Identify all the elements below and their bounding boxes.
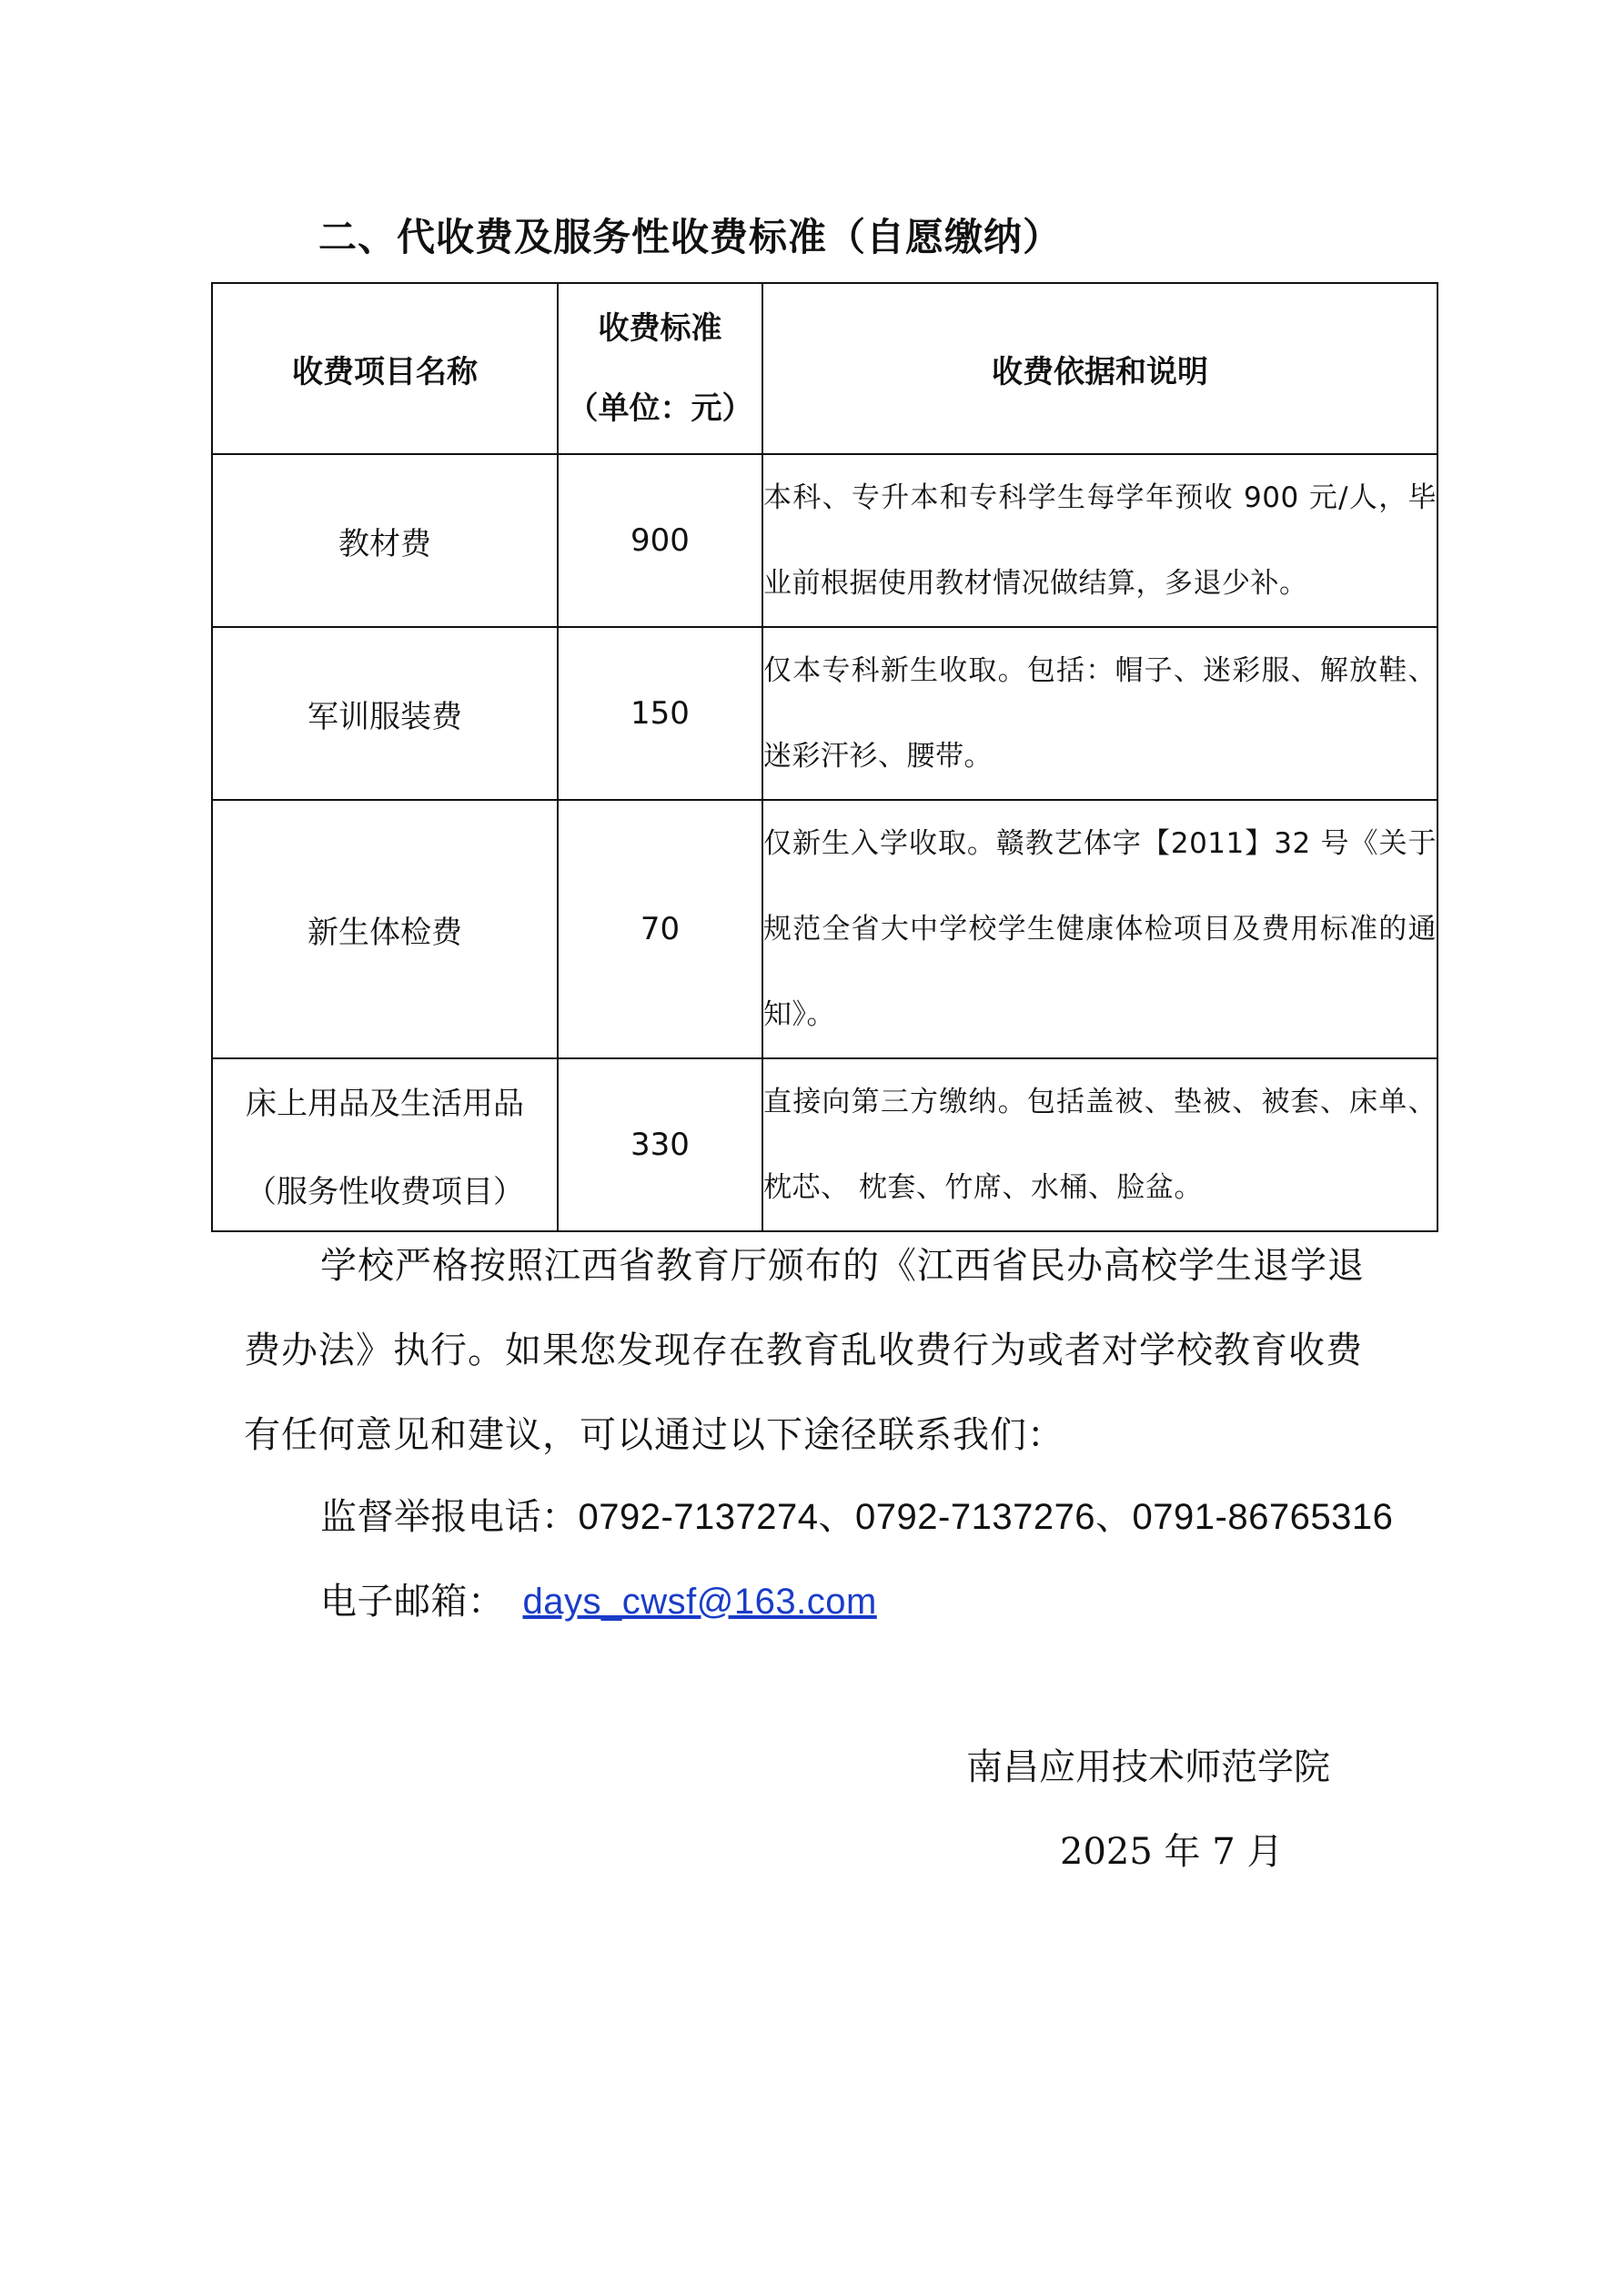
table-row (212, 1058, 1437, 1231)
row-item-name (212, 1058, 558, 1231)
phone-line (320, 1488, 1393, 1540)
row-item-name: 教材费 (212, 454, 558, 627)
row-amount: 150 (558, 627, 762, 800)
header-item-name: 收费项目名称 (212, 283, 558, 454)
phone-numbers: 0792-7137274、0792-7137276、0791-86765316 (578, 1497, 1394, 1537)
header-standard-line1: 收费标准 (598, 310, 722, 347)
row-item-name: 军训服装费 (212, 627, 558, 800)
header-basis: 收费依据和说明 (762, 283, 1437, 454)
email-link[interactable]: days_cwsf@163.com (522, 1582, 877, 1622)
row-description: 仅新生入学收取。赣教艺体字【2011】32 号《关于规范全省大中学校学生健康体检项目及费用标准的通知》。 (762, 800, 1437, 1058)
row-item-name-line2: （服务性收费项目） (246, 1174, 524, 1210)
signature-org: 南昌应用技术师范学院 (966, 1746, 1330, 1788)
signature-date: 2025 年 7 月 (1060, 1831, 1284, 1873)
phone-label: 监督举报电话： (320, 1496, 579, 1538)
row-item-name-line1: 床上用品及生活用品 (246, 1086, 524, 1122)
table-row (212, 454, 1437, 627)
row-item-name: 新生体检费 (212, 800, 558, 1058)
email-line (320, 1573, 877, 1624)
email-label: 电子邮箱： (320, 1581, 505, 1623)
table-row (212, 627, 1437, 800)
row-amount: 330 (558, 1058, 762, 1231)
row-amount: 70 (558, 800, 762, 1058)
row-description: 仅本专科新生收取。包括：帽子、迷彩服、解放鞋、迷彩汗衫、腰带。 (762, 627, 1437, 800)
row-amount: 900 (558, 454, 762, 627)
fee-table (211, 282, 1438, 1232)
row-description: 直接向第三方缴纳。包括盖被、垫被、被套、床单、枕芯、 枕套、竹席、水桶、脸盆。 (762, 1058, 1437, 1231)
section-heading: 二、代收费及服务性收费标准（自愿缴纳） (318, 215, 1063, 259)
row-description: 本科、专升本和专科学生每学年预收 900 元/人，毕业前根据使用教材情况做结算，多退少补。 (762, 454, 1437, 627)
header-standard (558, 283, 762, 454)
header-standard-unit: （单位：元） (567, 390, 753, 427)
table-row (212, 800, 1437, 1058)
table-header-row (212, 283, 1437, 454)
policy-paragraph: 学校严格按照江西省教育厅颁布的《江西省民办高校学生退学退费办法》执行。如果您发现存在教育乱收费行为或者对学校教育收费有任何意见和建议，可以通过以下途径联系我们： (244, 1245, 1365, 1456)
